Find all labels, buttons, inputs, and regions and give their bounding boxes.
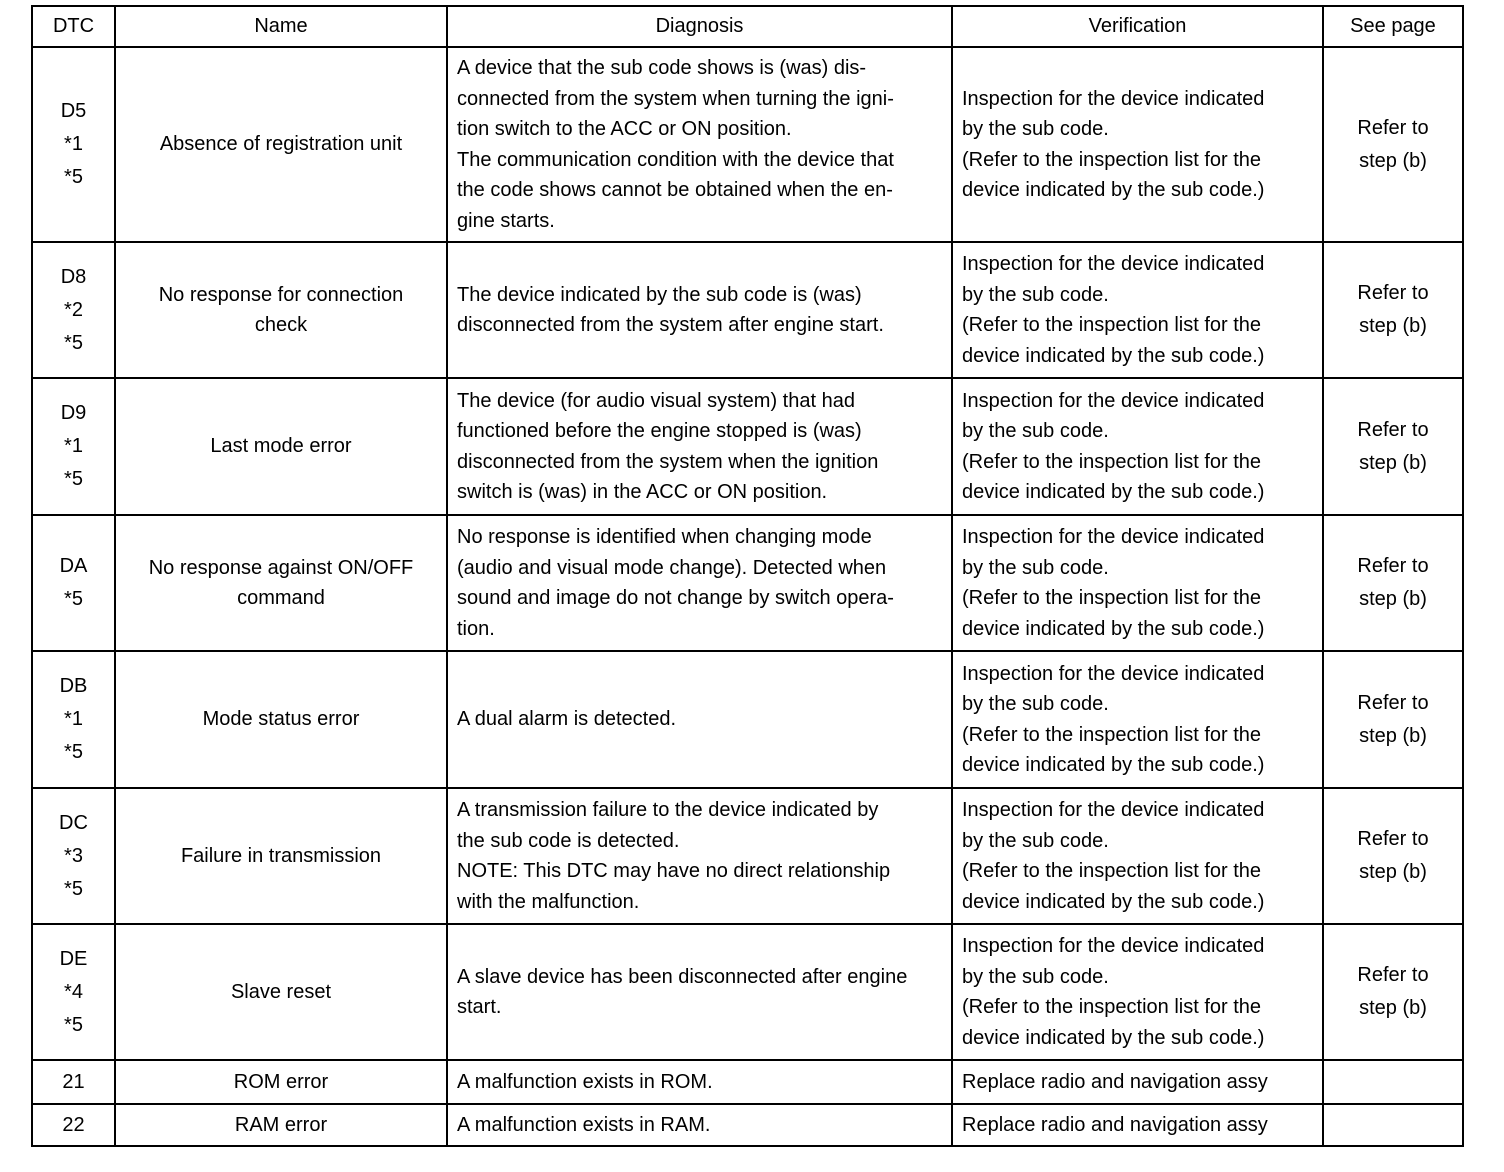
- diagnosis-cell: [447, 47, 952, 242]
- dtc-cell: [32, 378, 115, 515]
- table-row: [32, 47, 1463, 242]
- dtc-cell-line: *5: [64, 877, 83, 900]
- dtc-cell-line: *3: [64, 844, 83, 867]
- verification-cell-line: Inspection for the device indicated: [962, 526, 1265, 548]
- see-page-cell-line: step (b): [1359, 861, 1427, 883]
- verification-cell-line: (Refer to the inspection list for the: [962, 860, 1262, 882]
- verification-cell-line: (Refer to the inspection list for the: [962, 996, 1262, 1018]
- diagnosis-cell: [447, 378, 952, 515]
- diagnosis-cell: [447, 1104, 952, 1146]
- dtc-cell-line: *1: [64, 435, 83, 457]
- dtc-cell-line: *5: [64, 588, 83, 610]
- verification-cell-line: by the sub code.: [962, 556, 1109, 579]
- see-page-cell: [1323, 242, 1463, 378]
- table-row: [32, 515, 1463, 651]
- header-dtc: DTC: [32, 6, 115, 47]
- dtc-cell-line: DE: [59, 947, 88, 970]
- dtc-cell: [32, 651, 115, 788]
- verification-cell-line: (Refer to the inspection list for the: [962, 314, 1262, 336]
- dtc-cell-line: 22: [62, 1113, 85, 1136]
- see-page-cell-line: Refer to: [1357, 418, 1429, 441]
- diagnosis-cell-line: A transmission failure to the device indicated by: [457, 799, 879, 821]
- dtc-cell-line: D8: [60, 265, 87, 288]
- name-cell: [115, 378, 447, 515]
- dtc-cell-line: *5: [64, 166, 83, 188]
- dtc-cell-line: D5: [60, 100, 87, 122]
- verification-cell-line: device indicated by the sub code.): [962, 617, 1265, 640]
- see-page-cell: [1323, 1060, 1463, 1104]
- dtc-cell: [32, 47, 115, 242]
- verification-cell-line: device indicated by the sub code.): [962, 344, 1265, 367]
- verification-cell: [952, 242, 1323, 378]
- diagnosis-cell: [447, 242, 952, 378]
- name-cell-line: RAM error: [234, 1113, 328, 1136]
- see-page-cell-line: step (b): [1359, 588, 1427, 610]
- dtc-cell-line: *5: [64, 741, 83, 763]
- name-cell: [115, 515, 447, 651]
- see-page-cell: [1323, 515, 1463, 651]
- diagnosis-cell-line: A malfunction exists in ROM.: [457, 1070, 713, 1093]
- verification-cell-line: device indicated by the sub code.): [962, 481, 1265, 503]
- name-cell-line: check: [254, 314, 308, 336]
- table-row: [32, 651, 1463, 788]
- dtc-cell: [32, 788, 115, 924]
- verification-cell: [952, 651, 1323, 788]
- diagnosis-cell: [447, 1060, 952, 1104]
- table-row: [32, 242, 1463, 378]
- name-cell-line: command: [237, 587, 325, 609]
- dtc-cell-line: *5: [64, 468, 83, 490]
- verification-cell: [952, 47, 1323, 242]
- dtc-cell: [32, 515, 115, 651]
- see-page-cell-line: step (b): [1359, 724, 1427, 747]
- see-page-cell: [1323, 788, 1463, 924]
- dtc-cell-line: *1: [64, 133, 83, 155]
- dtc-cell: [32, 1060, 115, 1104]
- verification-cell-line: Inspection for the device indicated: [962, 935, 1265, 957]
- diagnosis-cell-line: functioned before the engine stopped is (was): [457, 420, 862, 442]
- diagnosis-cell-line: A dual alarm is detected.: [457, 708, 677, 731]
- name-cell: [115, 1060, 447, 1104]
- see-page-cell: [1323, 1104, 1463, 1146]
- diagnosis-cell: [447, 651, 952, 788]
- see-page-cell-line: Refer to: [1357, 964, 1429, 986]
- verification-cell-line: by the sub code.: [962, 965, 1109, 988]
- dtc-cell-line: *2: [64, 298, 83, 321]
- diagnosis-cell-line: The device (for audio visual system) that had: [457, 389, 855, 412]
- dtc-cell: [32, 1104, 115, 1146]
- name-cell-line: Failure in transmission: [180, 844, 382, 867]
- verification-cell-line: by the sub code.: [962, 118, 1109, 140]
- dtc-cell: [32, 924, 115, 1060]
- header-see-page: See page: [1323, 6, 1463, 47]
- diagnosis-cell-line: (audio and visual mode change). Detected when: [457, 556, 887, 579]
- verification-cell-line: by the sub code.: [962, 420, 1109, 442]
- diagnosis-cell-line: A slave device has been disconnected after engine: [457, 965, 908, 988]
- verification-cell-line: by the sub code.: [962, 283, 1109, 306]
- name-cell-line: ROM error: [233, 1070, 329, 1093]
- see-page-cell: [1323, 47, 1463, 242]
- verification-cell: [952, 515, 1323, 651]
- table-row: [32, 378, 1463, 515]
- dtc-cell-line: *4: [64, 980, 83, 1003]
- table-row: [32, 924, 1463, 1060]
- verification-cell-line: (Refer to the inspection list for the: [962, 450, 1262, 473]
- see-page-cell-line: step (b): [1359, 315, 1427, 337]
- verification-cell-line: device indicated by the sub code.): [962, 179, 1265, 201]
- header-row: [32, 6, 1463, 47]
- see-page-cell-line: step (b): [1359, 451, 1427, 474]
- verification-cell-line: device indicated by the sub code.): [962, 890, 1265, 913]
- verification-cell-line: Inspection for the device indicated: [962, 253, 1265, 275]
- diagnosis-cell-line: No response is identified when changing mode: [457, 526, 872, 548]
- diagnosis-cell-line: A device that the sub code shows is (was) dis-: [457, 57, 867, 79]
- dtc-cell-line: *1: [64, 708, 83, 730]
- see-page-cell-line: Refer to: [1357, 555, 1429, 577]
- diagnosis-cell-line: sound and image do not change by switch opera-: [457, 587, 894, 609]
- table-row: [32, 788, 1463, 924]
- see-page-cell-line: Refer to: [1357, 116, 1429, 139]
- name-cell: [115, 651, 447, 788]
- name-cell: [115, 242, 447, 378]
- dtc-cell-line: *5: [64, 1013, 83, 1036]
- diagnosis-cell-line: start.: [457, 996, 502, 1018]
- verification-cell-line: by the sub code.: [962, 693, 1109, 715]
- diagnosis-cell-line: NOTE: This DTC may have no direct relationship: [457, 860, 891, 882]
- diagnosis-cell: [447, 515, 952, 651]
- dtc-cell-line: *5: [64, 331, 83, 354]
- name-cell-line: No response for connection: [158, 283, 404, 306]
- name-cell-line: Mode status error: [202, 708, 360, 731]
- see-page-cell-line: Refer to: [1357, 828, 1429, 850]
- diagnosis-cell-line: The device indicated by the sub code is (was): [457, 283, 862, 306]
- verification-cell: [952, 378, 1323, 515]
- verification-cell-line: device indicated by the sub code.): [962, 1026, 1265, 1049]
- verification-cell-line: device indicated by the sub code.): [962, 754, 1265, 776]
- dtc-cell-line: D9: [60, 402, 87, 424]
- dtc-cell-line: 21: [62, 1070, 85, 1093]
- dtc-table: [31, 5, 1464, 1147]
- see-page-cell-line: step (b): [1359, 997, 1427, 1019]
- verification-cell-line: Inspection for the device indicated: [962, 662, 1265, 685]
- header-diagnosis: Diagnosis: [447, 6, 952, 47]
- diagnosis-cell-line: gine starts.: [457, 209, 555, 232]
- verification-cell: [952, 1060, 1323, 1104]
- diagnosis-cell-line: switch is (was) in the ACC or ON position.: [457, 481, 828, 503]
- diagnosis-cell-line: disconnected from the system when the ignition: [457, 450, 879, 473]
- dtc-cell: [32, 242, 115, 378]
- verification-cell-line: Inspection for the device indicated: [962, 389, 1265, 412]
- name-cell-line: No response against ON/OFF: [148, 556, 414, 579]
- see-page-cell: [1323, 378, 1463, 515]
- see-page-cell-line: Refer to: [1357, 282, 1429, 304]
- dtc-cell-line: DB: [59, 675, 88, 697]
- diagnosis-cell-line: connected from the system when turning the igni-: [457, 87, 894, 110]
- name-cell: [115, 47, 447, 242]
- diagnosis-cell-line: with the malfunction.: [457, 890, 640, 913]
- dtc-cell-line: DC: [59, 811, 88, 834]
- diagnosis-cell: [447, 788, 952, 924]
- diagnosis-cell-line: tion.: [457, 617, 495, 640]
- diagnosis-cell-line: The communication condition with the device that: [457, 148, 894, 171]
- header-name: Name: [115, 6, 447, 47]
- verification-cell-line: (Refer to the inspection list for the: [962, 148, 1262, 171]
- verification-cell-line: Replace radio and navigation assy: [962, 1070, 1268, 1093]
- see-page-cell-line: Refer to: [1357, 691, 1429, 714]
- diagnosis-cell-line: tion switch to the ACC or ON position.: [457, 118, 792, 140]
- header-verification: Verification: [952, 6, 1323, 47]
- diagnosis-cell-line: the code shows cannot be obtained when the en-: [457, 179, 893, 201]
- diagnosis-cell: [447, 924, 952, 1060]
- diagnosis-cell-line: disconnected from the system after engine start.: [457, 314, 884, 336]
- verification-cell-line: Inspection for the device indicated: [962, 87, 1265, 110]
- diagnosis-cell-line: the sub code is detected.: [457, 829, 680, 852]
- name-cell-line: Absence of registration unit: [159, 133, 403, 156]
- name-cell-line: Slave reset: [230, 980, 332, 1003]
- name-cell-line: Last mode error: [210, 435, 352, 458]
- name-cell: [115, 788, 447, 924]
- verification-cell: [952, 1104, 1323, 1146]
- see-page-cell-line: step (b): [1359, 149, 1427, 172]
- verification-cell-line: Inspection for the device indicated: [962, 799, 1265, 821]
- name-cell: [115, 924, 447, 1060]
- verification-cell: [952, 924, 1323, 1060]
- see-page-cell: [1323, 651, 1463, 788]
- verification-cell: [952, 788, 1323, 924]
- verification-cell-line: (Refer to the inspection list for the: [962, 587, 1262, 609]
- table-row: [32, 1104, 1463, 1146]
- see-page-cell: [1323, 924, 1463, 1060]
- verification-cell-line: Replace radio and navigation assy: [962, 1113, 1268, 1136]
- name-cell: [115, 1104, 447, 1146]
- verification-cell-line: (Refer to the inspection list for the: [962, 723, 1262, 746]
- table-row: [32, 1060, 1463, 1104]
- verification-cell-line: by the sub code.: [962, 829, 1109, 852]
- dtc-cell-line: DA: [59, 555, 88, 577]
- diagnosis-cell-line: A malfunction exists in RAM.: [457, 1113, 711, 1136]
